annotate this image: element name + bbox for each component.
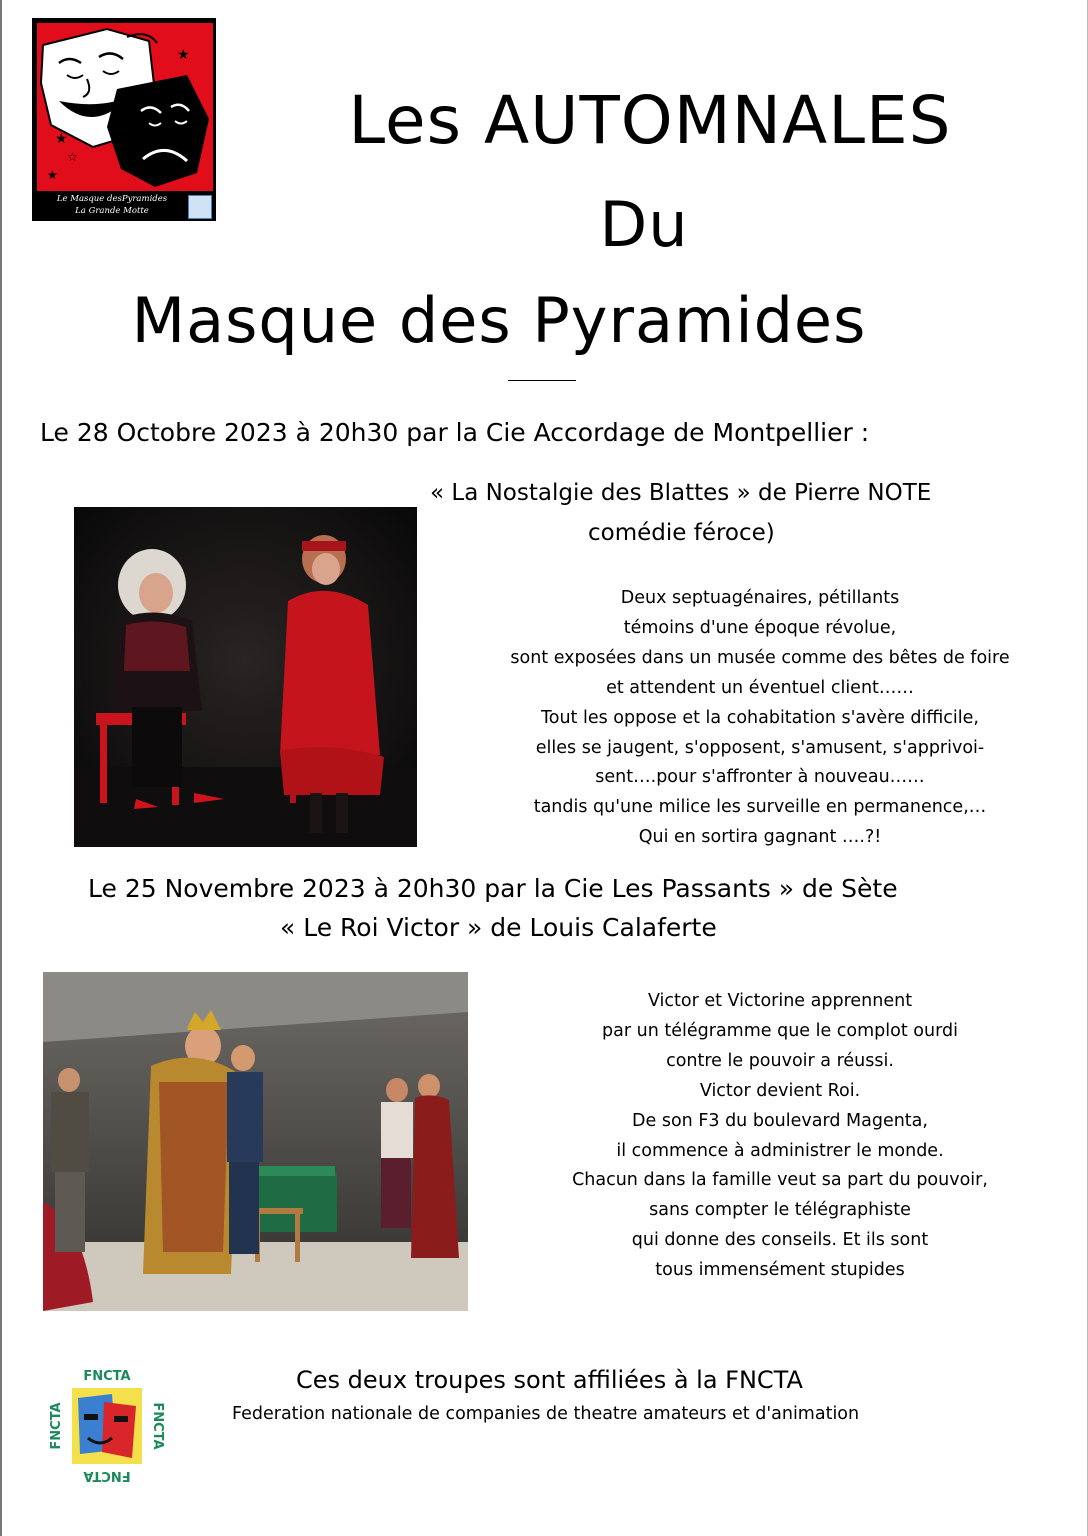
main-title-line1: Les AUTOMNALES [348,82,952,159]
svg-text:FNCTA: FNCTA [83,1369,131,1384]
event2-description-line: Victor devient Roi. [699,1080,861,1101]
page-left-border [0,0,2,1536]
event1-description-line: tandis qu'une milice les surveille en permanence,… [533,797,987,818]
main-title-line3: Masque des Pyramides [131,284,867,357]
event1-description-line: Deux septuagénaires, pétillants [620,588,900,608]
logo-caption-line1: Le Masque desPyramides [56,194,168,204]
event2-description-line: contre le pouvoir a réussi. [666,1050,894,1071]
event2-date-line: Le 25 Novembre 2023 à 20h30 par la Cie Les Passants » de Sète [88,874,898,903]
event2-description-line: Victor et Victorine apprennent [647,991,913,1011]
svg-text:★: ★ [177,47,190,63]
main-title-line2: Du [599,188,689,261]
svg-text:★: ★ [55,131,68,147]
svg-text:FNCTA: FNCTA [50,1402,64,1450]
event2-description-line: De son F3 du boulevard Magenta, [632,1110,928,1131]
svg-text:★: ★ [187,165,196,176]
event2-play-title: « Le Roi Victor » de Louis Calaferte [280,913,717,942]
event1-description-line: et attendent un éventuel client…… [606,677,914,698]
svg-text:FNCTA: FNCTA [150,1402,164,1450]
event2-description-line: Chacun dans la famille veut sa part du pouvoir, [572,1170,988,1191]
svg-text:★: ★ [47,168,58,182]
event1-photo [74,507,417,847]
footer-affiliation: Ces deux troupes sont affiliées à la FNCTA [296,1366,803,1394]
event2-description-line: qui donne des conseils. Et ils sont [631,1230,929,1251]
event2-description [480,987,1080,1286]
event2-description-line: par un télégramme que le complot ourdi [602,1020,958,1041]
event1-description-line: sent….pour s'affronter à nouveau…… [595,767,925,788]
event1-description-line: sont exposées dans un musée comme des bêtes de foire [510,647,1010,668]
title-separator [508,380,576,381]
event1-description-line: Qui en sortira gagnant ….?! [638,827,882,848]
event2-photo [43,972,468,1311]
fncta-logo-icon [50,1368,164,1484]
theatre-masks-icon [37,23,213,191]
event2-description-line: il commence à administrer le monde. [616,1140,944,1161]
event1-description-line: témoins d'une époque révolue, [623,617,897,638]
event1-description-line: Tout les oppose et la cohabitation s'avère difficile, [541,707,979,728]
event1-date-line: Le 28 Octobre 2023 à 20h30 par la Cie Accordage de Montpellier : [40,418,870,447]
footer-federation-name: Federation nationale de companies de theatre amateurs et d'animation [232,1404,860,1424]
event1-description [460,584,1060,853]
logo-caption-line2: La Grande Motte [75,206,149,216]
svg-text:FNCTA: FNCTA [83,1468,131,1483]
event1-description-line: elles se jaugent, s'opposent, s'amusent, s'apprivoi- [535,737,985,758]
svg-text:☆: ☆ [67,150,78,164]
event1-play-title: « La Nostalgie des Blattes » de Pierre NOTE [430,480,932,506]
event2-description-line: sans compter le télégraphiste [649,1200,911,1221]
event2-description-line: tous immensément stupides [655,1260,905,1281]
event1-genre: comédie féroce) [588,520,775,546]
